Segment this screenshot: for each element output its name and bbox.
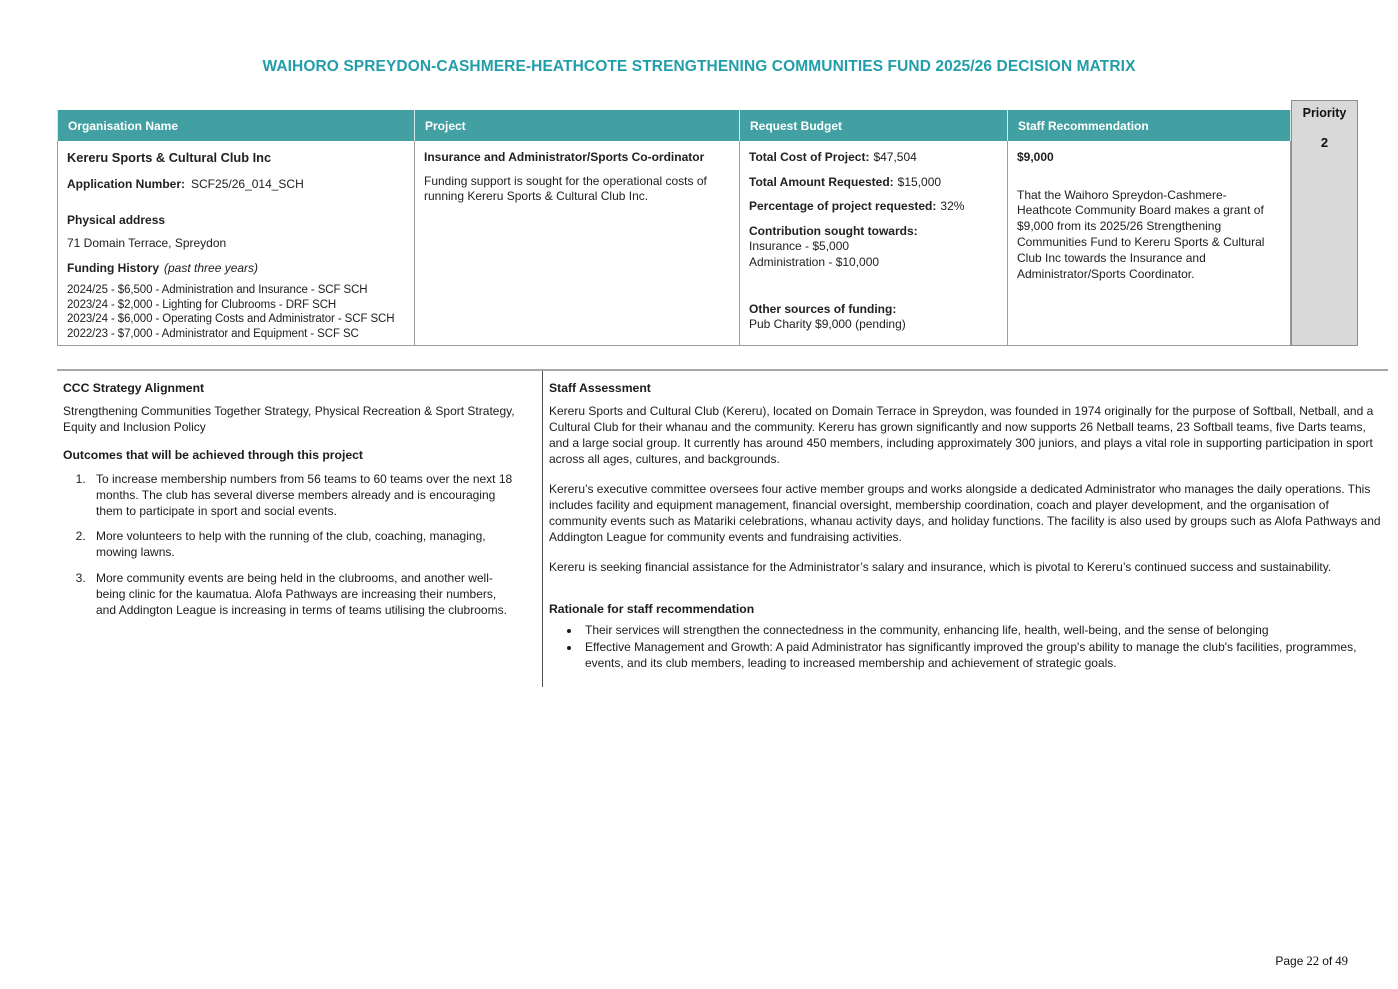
total-cost-label: Total Cost of Project: xyxy=(749,150,870,164)
physical-address-value: 71 Domain Terrace, Spreydon xyxy=(67,235,227,250)
column-header-priority: Priority xyxy=(1302,106,1347,120)
percentage-value: 32% xyxy=(940,199,965,214)
budget-cell xyxy=(740,141,1008,346)
priority-value: 2 xyxy=(1320,135,1329,150)
strategy-heading: CCC Strategy Alignment xyxy=(63,381,205,395)
rationale-item: • Effective Management and Growth: A paid Administrator has significantly improved the group's ability to manage the club's facilities, programmes, events, and its club members, leading to increased membership and achievement of strategic goals. xyxy=(581,640,1386,672)
outcome-item: 1. To increase membership numbers from 56 teams to 60 teams over the next 18 months. The club has several diverse members already and is encouraging them to participate in sport and social events. xyxy=(89,472,518,519)
project-title: Insurance and Administrator/Sports Co-ordinator xyxy=(424,150,705,164)
page-number-prefix: Page xyxy=(1275,954,1304,968)
strategy-alignment-panel xyxy=(57,371,543,687)
page-number-of: of xyxy=(1322,954,1333,968)
contribution-label: Contribution sought towards: xyxy=(749,223,918,238)
contribution-item: Administration - $10,000 xyxy=(749,254,880,269)
contribution-item: Insurance - $5,000 xyxy=(749,239,850,254)
percentage-label: Percentage of project requested: xyxy=(749,199,937,214)
details-section xyxy=(57,369,1388,687)
outcomes-list xyxy=(63,472,518,619)
page-number xyxy=(1275,954,1348,969)
amount-requested-line xyxy=(749,175,998,191)
physical-address-label: Physical address xyxy=(67,213,166,228)
application-number-label: Application Number: xyxy=(67,176,186,191)
contribution-list xyxy=(749,239,998,270)
amount-requested-value: $15,000 xyxy=(897,174,942,189)
application-number-line xyxy=(67,177,405,193)
organisation-name: Kereru Sports & Cultural Club Inc xyxy=(67,150,272,165)
funding-history-item: 2023/24 - $6,000 - Operating Costs and Administrator - SCF SCH xyxy=(67,313,395,326)
project-description: Funding support is sought for the operational costs of running Kereru Sports & Cultural Club Inc. xyxy=(424,173,707,204)
staff-assessment-panel xyxy=(543,371,1388,687)
strategy-alignment-text: Strengthening Communities Together Strategy, Physical Recreation & Sport Strategy, Equity and Inclusion Policy xyxy=(63,404,515,434)
rationale-heading: Rationale for staff recommendation xyxy=(549,601,755,616)
recommendation-cell xyxy=(1008,141,1291,346)
page-title: WAIHORO SPREYDON-CASHMERE-HEATHCOTE STRENGTHENING COMMUNITIES FUND 2025/26 DECISION MATRIX xyxy=(262,58,1136,75)
decision-matrix-table xyxy=(57,106,1358,346)
funding-history-item: 2024/25 - $6,500 - Administration and Insurance - SCF SCH xyxy=(67,284,368,296)
page-number-current: 22 xyxy=(1306,954,1320,968)
column-header-budget: Request Budget xyxy=(740,110,1008,141)
project-cell xyxy=(415,141,740,346)
recommendation-amount: $9,000 xyxy=(1017,150,1054,164)
rationale-item: • Their services will strengthen the connectedness in the community, enhancing life, health, well-being, and the sense of belonging xyxy=(581,623,1386,639)
organisation-cell xyxy=(57,141,415,346)
outcomes-heading: Outcomes that will be achieved through this project xyxy=(63,447,363,462)
other-sources-value: Pub Charity $9,000 (pending) xyxy=(749,317,906,332)
assessment-paragraph: Kereru Sports and Cultural Club (Kereru), located on Domain Terrace in Spreydon, was founded in 1974 originally for the purpose of Softball, Netball, and a Cultural Club for their whanau and the community. Kereru has grown significantly and now supports 26 Netball teams, 23 Softball teams, five Darts teams, and a large social group. It currently has around 450 members, including approximately 300 juniors, and plays a vital role in supporting participation in sport across all ages, cultures, and backgrounds. xyxy=(549,404,1374,467)
funding-history-item: 2022/23 - $7,000 - Administrator and Equipment - SCF SC xyxy=(67,328,359,341)
outcome-item: 2. More volunteers to help with the running of the club, coaching, managing, mowing lawns. xyxy=(89,529,518,561)
outcome-item: 3. More community events are being held in the clubrooms, and another well-being clinic for the kaumatua. Alofa Pathways are increasing their numbers, and Addington League is increasing in terms of teams utilising the clubrooms. xyxy=(89,571,518,618)
funding-history-list xyxy=(67,283,405,342)
total-cost-value: $47,504 xyxy=(873,150,917,164)
assessment-heading: Staff Assessment xyxy=(549,381,651,395)
amount-requested-label: Total Amount Requested: xyxy=(749,174,894,189)
application-number-value: SCF25/26_014_SCH xyxy=(191,176,304,191)
assessment-paragraph: Kereru is seeking financial assistance for the Administrator’s salary and insurance, which is pivotal to Kereru’s continued success and sustainability. xyxy=(549,559,1332,574)
column-header-project: Project xyxy=(415,110,740,141)
funding-history-label: Funding History xyxy=(67,261,159,276)
column-header-recommendation: Staff Recommendation xyxy=(1008,110,1291,141)
total-cost-line xyxy=(749,150,998,166)
rationale-list xyxy=(549,623,1386,672)
funding-history-label-line xyxy=(67,261,405,277)
other-sources-block xyxy=(749,302,998,333)
recommendation-text: That the Waihoro Spreydon-Cashmere-Heathcote Community Board makes a grant of $9,000 from its 2025/26 Strengthening Communities Fund to Kereru Sports & Cultural Club Inc towards the Insurance and Administrator/Sports Coordinator. xyxy=(1017,187,1265,281)
page-number-total: 49 xyxy=(1335,954,1348,968)
column-header-organisation: Organisation Name xyxy=(57,110,415,141)
funding-history-note: (past three years) xyxy=(164,261,259,276)
other-sources-label: Other sources of funding: xyxy=(749,301,897,316)
priority-cell xyxy=(1291,100,1358,346)
percentage-line xyxy=(749,199,998,215)
funding-history-item: 2023/24 - $2,000 - Lighting for Clubrooms - DRF SCH xyxy=(67,298,337,311)
assessment-paragraph: Kereru’s executive committee oversees four active member groups and works alongside a dedicated Administrator who manages the daily operations. This includes facility and equipment management, financial oversight, membership coordination, coach and player development, and the organisation of community events such as Matariki celebrations, whanau activity days, and holiday functions. The facility is also used by groups such as Alofa Pathways and Addington League for community events and fundraising activities. xyxy=(549,482,1381,544)
